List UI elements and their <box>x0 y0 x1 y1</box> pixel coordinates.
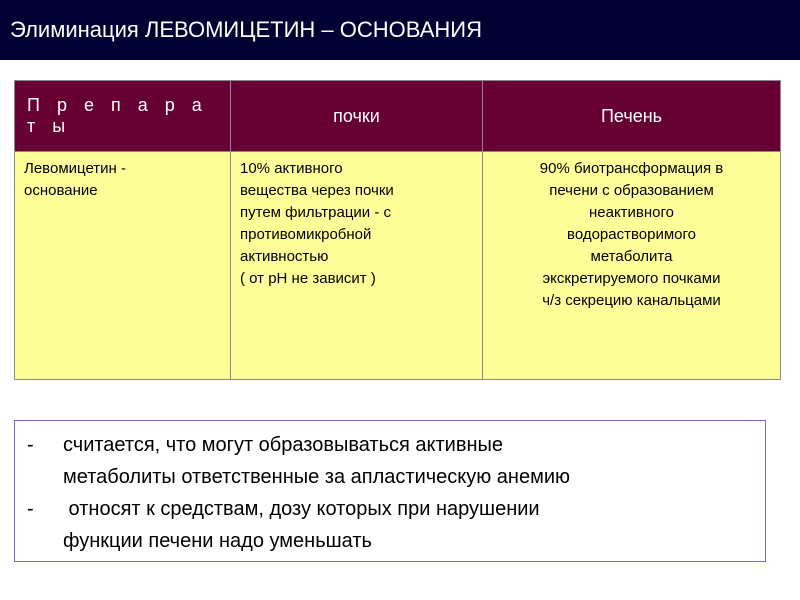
cell-text-line: вещества через почки <box>240 182 394 199</box>
cell-text-line: ( от рН не зависит ) <box>240 270 376 287</box>
notes-list <box>15 421 765 557</box>
cell-kidney-elimination <box>231 152 483 380</box>
notes-box <box>14 420 766 562</box>
header-kidneys: почки <box>231 81 483 152</box>
note-text-line: считается, что могут образовываться активные <box>63 434 503 456</box>
cell-text-line: основание <box>24 182 98 199</box>
cell-text-line: противомикробной <box>240 226 372 243</box>
elimination-table <box>14 80 781 380</box>
cell-drug <box>15 152 231 380</box>
cell-text-line: путем фильтрации - с <box>240 204 391 221</box>
header-drugs: П р е п а р а т ы <box>15 81 231 152</box>
note-text-line: функции печени надо уменьшать <box>63 530 372 552</box>
cell-text-line: метаболита <box>590 248 673 265</box>
bullet-dash: - <box>27 498 34 520</box>
cell-text-line: 90% биотрансформация в <box>539 160 724 177</box>
note-text-line: метаболиты ответственные за апластическую анемию <box>63 466 571 488</box>
cell-text-line: 10% активного <box>240 160 343 177</box>
cell-text-line: печени с образованием <box>549 182 714 199</box>
cell-text-line: экскретируемого почками <box>542 270 721 287</box>
table-row <box>15 152 781 380</box>
cell-liver-elimination <box>483 152 781 380</box>
note-text-line: относят к средствам, дозу которых при нарушении <box>63 498 540 520</box>
cell-text-line: Левомицетин - <box>24 160 126 177</box>
cell-text-line: активностью <box>240 248 329 265</box>
list-item <box>15 493 765 557</box>
cell-text-line: неактивного <box>588 204 675 221</box>
list-item <box>15 429 765 493</box>
table-header-row <box>15 81 781 152</box>
slide-title: Элиминация ЛЕВОМИЦЕТИН – ОСНОВАНИЯ <box>10 17 482 42</box>
cell-text-line: водорастворимого <box>567 226 696 243</box>
header-liver: Печень <box>483 81 781 152</box>
bullet-dash: - <box>27 434 34 456</box>
cell-text-line: ч/з секрецию канальцами <box>542 292 721 309</box>
title-bar <box>0 0 800 60</box>
